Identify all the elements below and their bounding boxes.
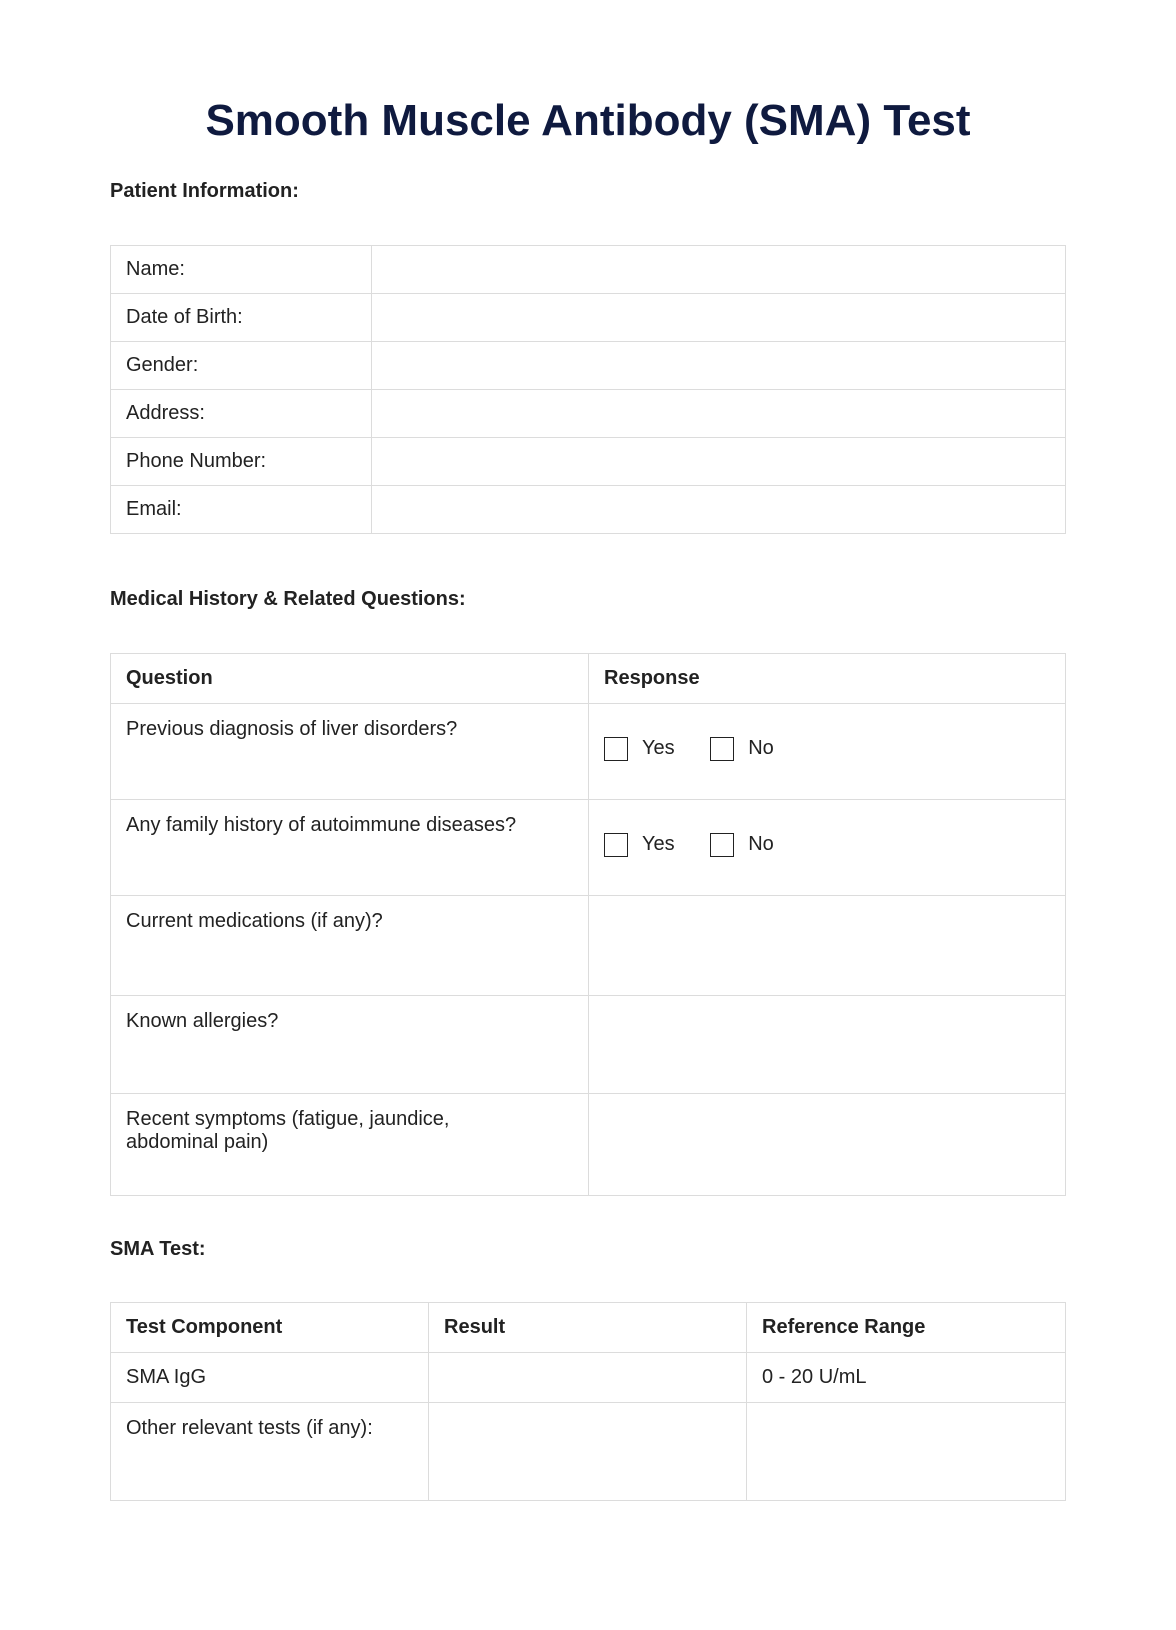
table-row (111, 438, 1066, 486)
page-title: Smooth Muscle Antibody (SMA) Test (205, 96, 971, 145)
field-label: Name: (111, 246, 372, 294)
response (589, 800, 1066, 896)
field-label: Date of Birth: (111, 294, 372, 342)
no-label: No (748, 737, 774, 759)
question: Known allergies? (111, 996, 589, 1094)
checkbox-icon[interactable] (604, 833, 628, 857)
table-row (111, 294, 1066, 342)
result-field[interactable] (429, 1403, 747, 1501)
sma-heading: SMA Test: (110, 1238, 206, 1260)
question: Recent symptoms (fatigue, jaundice, abdominal pain) (111, 1094, 589, 1196)
col-header: Result (429, 1303, 747, 1353)
field-label: Phone Number: (111, 438, 372, 486)
patient-heading: Patient Information: (110, 180, 299, 202)
table-row (111, 246, 1066, 294)
col-header: Question (111, 654, 589, 704)
yes-checkbox[interactable] (604, 737, 675, 761)
field-label: Gender: (111, 342, 372, 390)
response-field[interactable] (589, 896, 1066, 996)
table-row (111, 1353, 1066, 1403)
patient-table (110, 245, 1066, 534)
no-checkbox[interactable] (710, 833, 774, 857)
yes-label: Yes (642, 833, 675, 855)
phone-field[interactable] (372, 438, 1066, 486)
response-field[interactable] (589, 996, 1066, 1094)
col-header: Test Component (111, 1303, 429, 1353)
col-header: Response (589, 654, 1066, 704)
yes-label: Yes (642, 737, 675, 759)
test-component: Other relevant tests (if any): (111, 1403, 429, 1501)
question: Any family history of autoimmune diseases? (111, 800, 589, 896)
question: Current medications (if any)? (111, 896, 589, 996)
reference-range-field[interactable] (747, 1403, 1066, 1501)
dob-field[interactable] (372, 294, 1066, 342)
table-row (111, 390, 1066, 438)
name-field[interactable] (372, 246, 1066, 294)
question: Previous diagnosis of liver disorders? (111, 704, 589, 800)
table-row (111, 800, 1066, 896)
checkbox-icon[interactable] (604, 737, 628, 761)
test-component: SMA IgG (111, 1353, 429, 1403)
no-checkbox[interactable] (710, 737, 774, 761)
table-row (111, 1094, 1066, 1196)
medical-table (110, 653, 1066, 1196)
address-field[interactable] (372, 390, 1066, 438)
table-row (111, 1403, 1066, 1501)
table-row (111, 486, 1066, 534)
response (589, 704, 1066, 800)
yes-checkbox[interactable] (604, 833, 675, 857)
col-header: Reference Range (747, 1303, 1066, 1353)
no-label: No (748, 833, 774, 855)
table-row (111, 896, 1066, 996)
checkbox-icon[interactable] (710, 833, 734, 857)
table-row (111, 342, 1066, 390)
reference-range: 0 - 20 U/mL (747, 1353, 1066, 1403)
table-row (111, 704, 1066, 800)
sma-table (110, 1302, 1066, 1501)
table-row (111, 996, 1066, 1094)
medical-heading: Medical History & Related Questions: (110, 588, 466, 610)
response-field[interactable] (589, 1094, 1066, 1196)
gender-field[interactable] (372, 342, 1066, 390)
field-label: Address: (111, 390, 372, 438)
checkbox-icon[interactable] (710, 737, 734, 761)
result-field[interactable] (429, 1353, 747, 1403)
email-field[interactable] (372, 486, 1066, 534)
field-label: Email: (111, 486, 372, 534)
